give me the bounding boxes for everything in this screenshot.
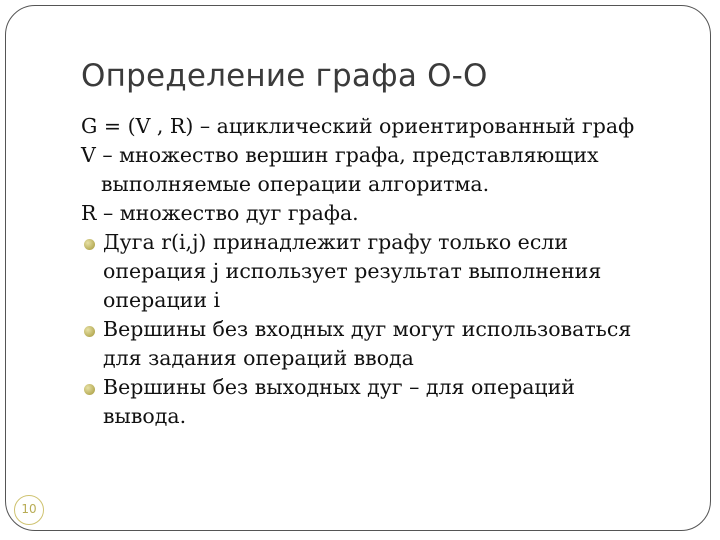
bullet-text-cont: операция j использует результат выполнения — [103, 259, 602, 283]
bullet-text: Вершины без входных дуг могут использоваться — [103, 317, 632, 341]
bullet-text: Дуга r(i,j) принадлежит графу только если — [103, 230, 568, 254]
bullet-dot-icon — [84, 326, 95, 337]
slide-body — [81, 112, 691, 431]
definition-line-graph: G = (V , R) – ациклический ориентированный граф — [81, 114, 635, 138]
definition-line-arcs: R – множество дуг графа. — [81, 201, 359, 225]
bullet-dot-icon — [84, 384, 95, 395]
bullet-text-cont: вывода. — [103, 404, 187, 428]
definition-line-vertices: V – множество вершин графа, представляющих — [81, 143, 599, 167]
bullet-text-cont: операции i — [103, 288, 221, 312]
bullet-text-cont: для задания операций ввода — [103, 346, 414, 370]
bullet-item-input-vertices — [81, 315, 691, 373]
page-number: 10 — [14, 495, 44, 525]
bullet-item-output-vertices — [81, 373, 691, 431]
bullet-item-arc-rule — [81, 228, 691, 315]
bullet-text: Вершины без выходных дуг – для операций — [103, 375, 575, 399]
bullet-dot-icon — [84, 239, 95, 250]
slide-title: Определение графа О-О — [81, 58, 488, 94]
definition-line-vertices-cont: выполняемые операции алгоритма. — [101, 172, 490, 196]
